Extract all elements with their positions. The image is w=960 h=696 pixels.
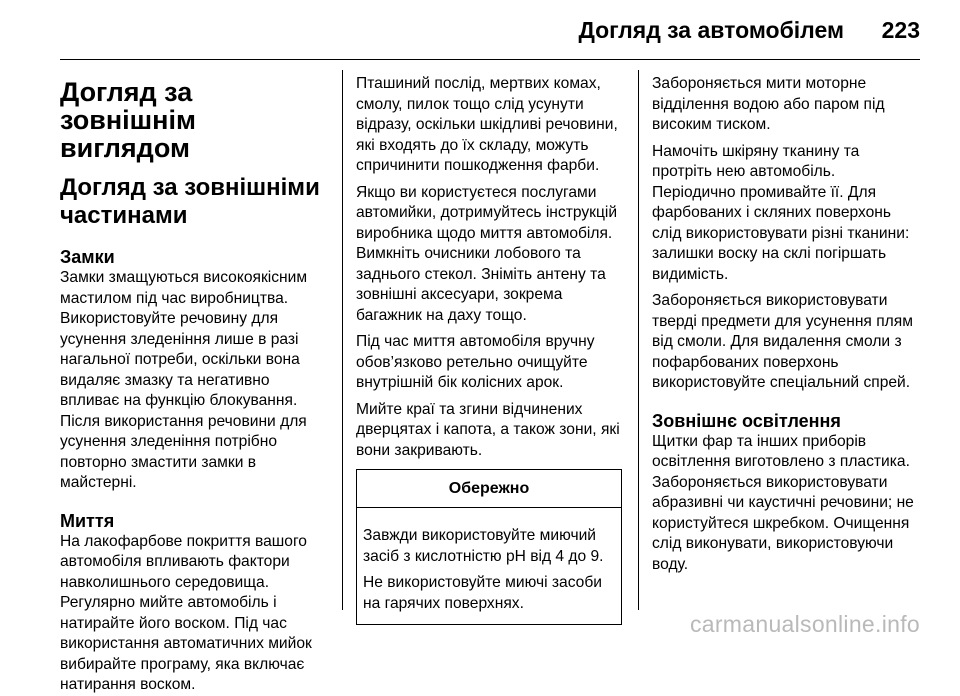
caution-body xyxy=(357,508,621,624)
paragraph: Забороняється мити моторне відділення водою або паром під високим тиском. xyxy=(652,75,885,133)
column-2 xyxy=(356,66,624,625)
section-heading: Догляд за зовнішнім виглядом xyxy=(60,77,196,163)
column-1 xyxy=(60,66,328,696)
paragraph: Під час миття автомобіля вручну обов’язково ретельно очищуйте внутрішній бік колісних арок. xyxy=(356,333,595,391)
column-divider-2 xyxy=(638,70,639,610)
column-3 xyxy=(652,66,920,575)
exterior-lighting-heading: Зовнішнє освітлення xyxy=(652,410,841,431)
exterior-lighting-paragraph: Щитки фар та інших приборів освітлення виготовлено з пластика. Забороняється використовувати абразивні чи каустичні речовини; не користуйтеся шкребком. Очищення слід виконувати, використовуючи воду. xyxy=(652,432,914,573)
caution-text: Не використовуйте миючі засоби на гарячих поверхнях. xyxy=(363,574,602,612)
washing-heading: Миття xyxy=(60,510,115,531)
page-header xyxy=(0,0,960,60)
header-divider xyxy=(60,59,920,60)
page-number: 223 xyxy=(881,17,920,43)
paragraph: Якщо ви користуєтеся послугами автомийки, дотримуйтесь інструкцій виробника щодо миття автомобіля. Вимкніть очисники лобового та заднього стекол. Зніміть антену та зовнішні аксесуари, зокрема багажник на даху тощо. xyxy=(356,183,618,324)
paragraph: Намочіть шкіряну тканину та протріть нею автомобіль. Періодично промивайте її. Для фарбованих і скляних поверхонь слід використовувати різні тканини: залишки воску на склі погіршать видимість. xyxy=(652,142,910,283)
locks-heading: Замки xyxy=(60,247,115,267)
locks-paragraph: Замки змащуються високоякісним мастилом під час виробництва. Використовуйте речовину для усунення зледеніння лише в разі нагальної потреби, оскільки вона видаляє змазку та негативно впливає на функцію блокування. Після використання речовини для усунення зледеніння потрібно повторно змастити замки в майстерні. xyxy=(60,269,308,491)
paragraph: Мийте краї та згини відчинених дверцятах і капота, а також зони, які вони закривають. xyxy=(356,400,620,459)
caution-text: Завжди використовуйте миючий засіб з кислотністю pH від 4 до 9. xyxy=(363,527,604,565)
caution-box xyxy=(356,469,622,625)
washing-paragraph: На лакофарбове покриття вашого автомобіля впливають фактори навколишнього середовища. Регулярно мийте автомобіль і натирайте його воском. Під час використання автоматичних мийок вибирайте програму, яка включає натирання воском. xyxy=(60,532,312,693)
caution-title: Обережно xyxy=(357,470,621,508)
paragraph: Пташиний послід, мертвих комах, смолу, пилок тощо слід усунути відразу, оскільки шкідливі речовини, які входять до їх складу, можуть спричинити пошкодження фарби. xyxy=(356,75,618,174)
watermark: carmanualsonline.info xyxy=(689,611,920,637)
subsection-heading: Догляд за зовнішніми частинами xyxy=(60,174,320,229)
column-divider-1 xyxy=(342,70,343,610)
paragraph: Забороняється використовувати тверді предмети для усунення плям від смоли. Для видалення смоли з пофарбованих поверхонь використовуйте спеціальний спрей. xyxy=(652,292,913,391)
running-header-title: Догляд за автомобілем xyxy=(578,17,844,43)
